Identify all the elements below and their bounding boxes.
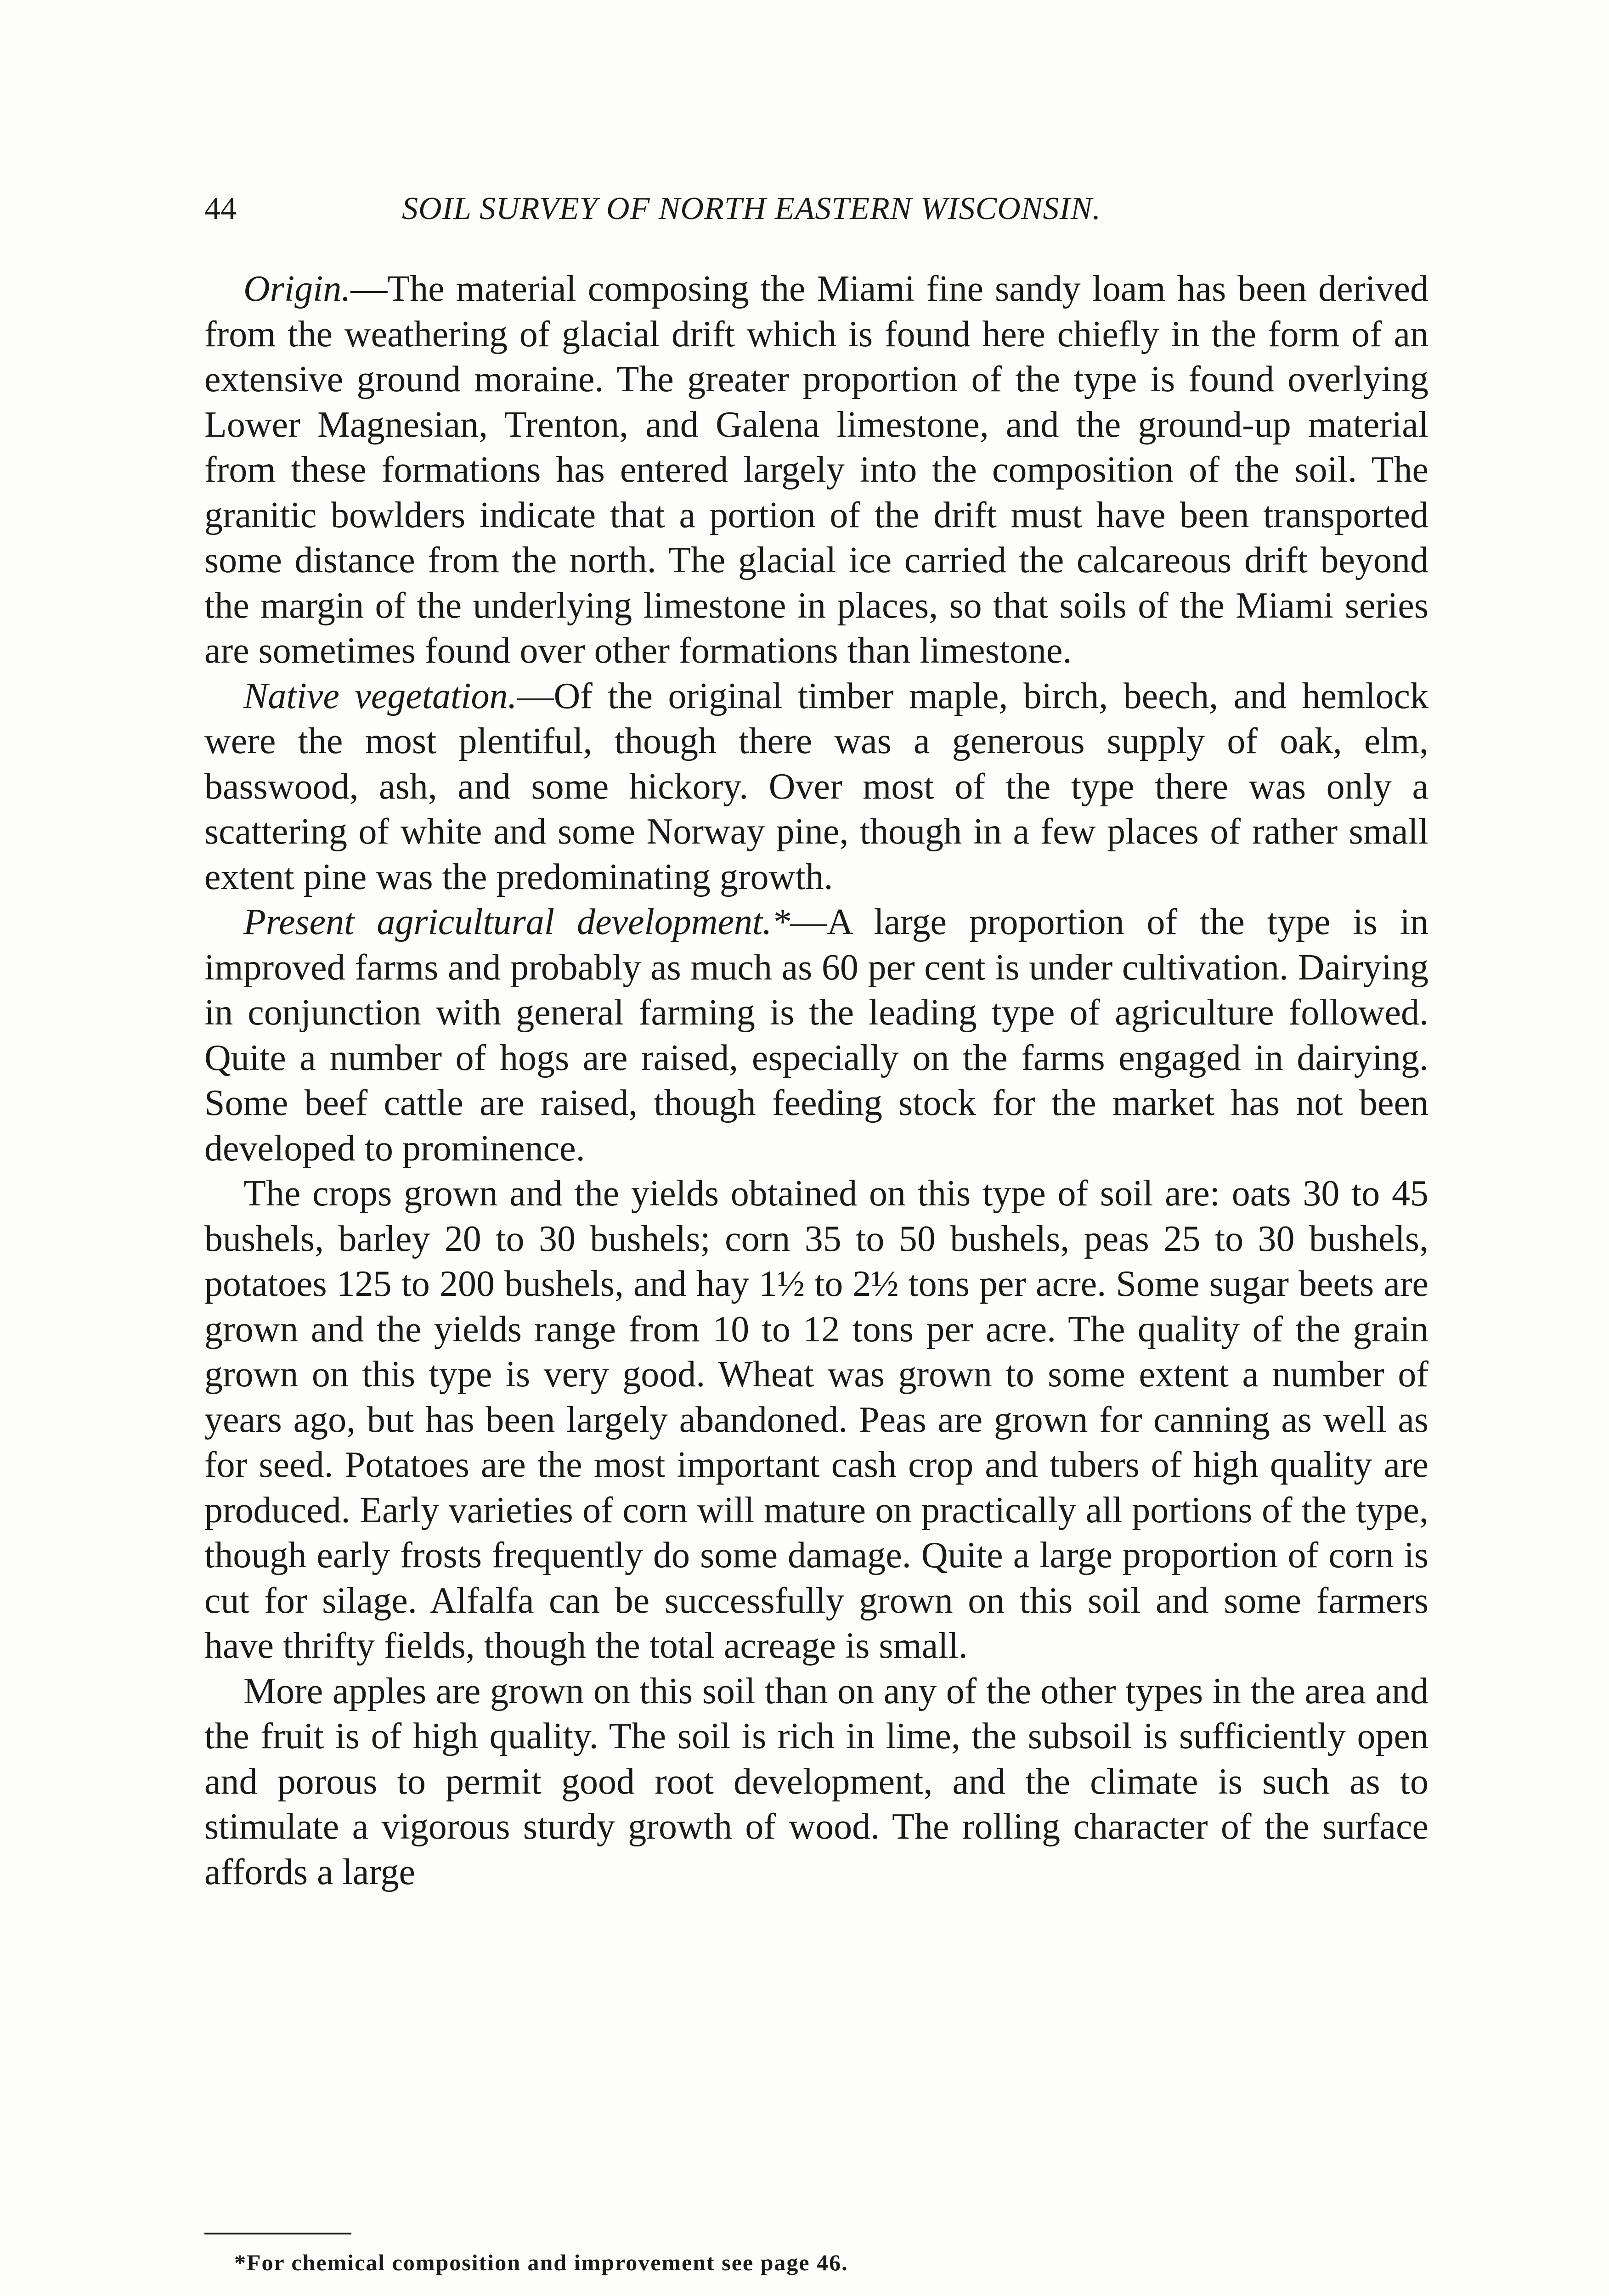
paragraph-text: The crops grown and the yields obtained on this type of soil are: oats 30 to 45 bushels, barley 20 to 30 bushels; corn 35 to 50 bushels, peas 25 to 30 bushels, potatoes 125 to 200 bushels, and hay 1½ to 2½ tons per acre. Some sugar beets are grown and the yields range from 10 to 12 tons per acre. The quality of the grain grown on this type is very good. Wheat was grown to some extent a number of years ago, but has been largely abandoned. Peas are grown for canning as well as for seed. Potatoes are the most important cash crop and tubers of high quality are produced. Early varieties of corn will mature on practically all portions of the type, though early frosts frequently do some damage. Quite a large proportion of corn is cut for silage. Alfalfa can be successfully grown on this soil and some farmers have thrifty fields, though the total acreage is small. [204,1173,1428,1666]
running-title: SOIL SURVEY OF NORTH EASTERN WISCONSIN. [402,191,1101,226]
paragraph-text: —The material composing the Miami fine sandy loam has been derived from the weathering of glacial drift which is found here chiefly in the form of an extensive ground moraine. The greater proportion of the type is found overlying Lower Magnesian, Trenton, and Galena limestone, and the ground-up material from these formations has entered largely into the composition of the soil. The granitic bowlders indicate that a portion of the drift must have been transported some distance from the north. The glacial ice carried the calcareous drift beyond the margin of the underlying limestone in places, so that soils of the Miami series are sometimes found over other formations than limestone. [204,269,1428,671]
paragraph-lead: Native vegetation. [243,675,517,716]
footnote-divider [204,2233,351,2234]
page-header [204,184,1445,234]
paragraph-agricultural-development [204,900,1428,1171]
footnote: *For chemical composition and improvement see page 46. [234,2250,848,2275]
paragraph-lead: Origin. [243,269,351,309]
paragraph-native-vegetation [204,674,1428,900]
page-number: 44 [204,191,237,226]
paragraph-text: —Of the original timber maple, birch, beech, and hemlock were the most plentiful, though there was a generous supply of oak, elm, basswood, ash, and some hickory. Over most of the type there was only a scattering of white and some Norway pine, though in a few places of rather small extent pine was the predominating growth. [204,675,1429,897]
paragraph-text: More apples are grown on this soil than on any of the other types in the area and the fruit is of high quality. The soil is rich in lime, the subsoil is sufficiently open and porous to permit good root development, and the climate is such as to stimulate a vigorous sturdy growth of wood. The rolling character of the surface affords a large [204,1671,1428,1892]
paragraph-apples [204,1669,1428,1895]
body-text [204,266,1428,1895]
paragraph-lead: Present agricultural development.* [243,902,790,942]
paragraph-text: —A large proportion of the type is in improved farms and probably as much as 60 per cent is under cultivation. Dairying in conjunction with general farming is the leading type of agriculture followed. Quite a number of hogs are raised, especially on the farms engaged in dairying. Some beef cattle are raised, though feeding stock for the market has not been developed to prominence. [204,902,1428,1169]
paragraph-crops [204,1171,1428,1669]
paragraph-origin [204,266,1428,674]
